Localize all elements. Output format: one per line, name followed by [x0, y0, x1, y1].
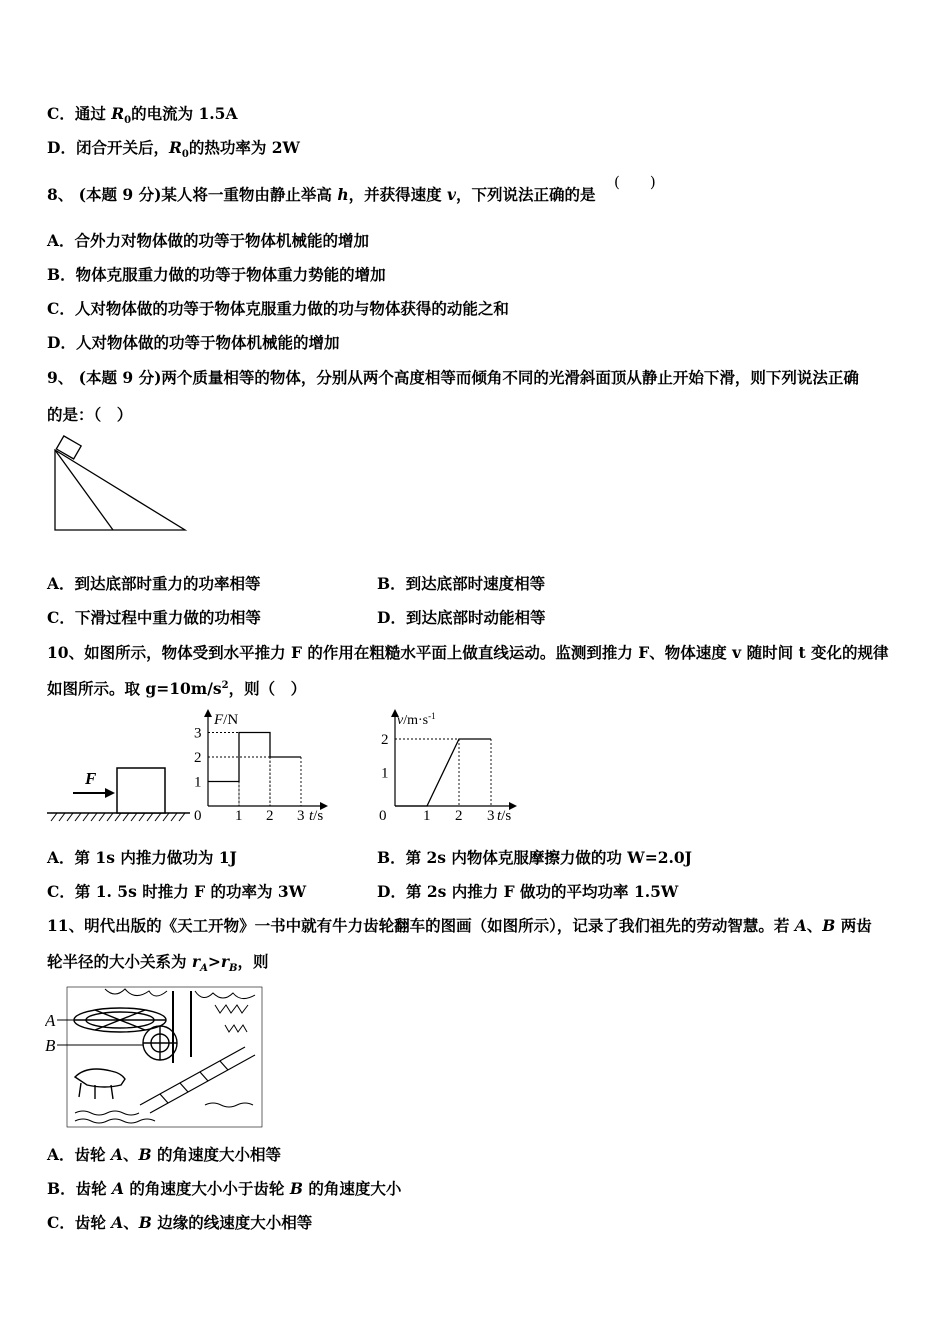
q9-option-b: B．到达底部时速度相等 [377, 574, 546, 593]
y-tick-label: 2 [381, 732, 389, 748]
q11-option-a: A．齿轮 A、B 的角速度大小相等 [47, 1145, 281, 1164]
q10-stem-line1: 10、如图所示，物体受到水平推力 F 的作用在粗糙水平面上做直线运动。监测到推力 F、物体速度 v 随时间 t 变化的规律 [47, 643, 889, 662]
gear-b-icon [143, 1026, 177, 1060]
x-tick-label: 3 [487, 808, 495, 823]
series-line [395, 739, 491, 806]
q10-option-b: B．第 2s 内物体克服摩擦力做的功 W=2.0J [377, 848, 692, 867]
q10-stem-line2: 如图所示。取 $g=10m/s^2$，则（ ） [47, 679, 307, 698]
q11-option-b: B．齿轮 A 的角速度大小小于齿轮 B 的角速度大小 [47, 1179, 402, 1198]
q7-option-c: C．通过 $R_0$的电流为 1.5A [47, 104, 238, 127]
q7-option-d: D．闭合开关后，$R_0$的热功率为 2W [47, 138, 300, 161]
guide-lines [208, 733, 301, 807]
y-tick-label: 2 [194, 750, 202, 766]
incline-triangles [55, 450, 185, 530]
q11-option-c: C．齿轮 A、B 边缘的线速度大小相等 [47, 1213, 313, 1232]
q9-option-a: A．到达底部时重力的功率相等 [47, 574, 261, 593]
gear-b-label: B [45, 1036, 56, 1055]
tick-labels [194, 726, 305, 824]
y-tick-label: 3 [194, 725, 202, 742]
q11-stem-line2: 轮半径的大小关系为 $r_A>r_B$，则 [47, 952, 269, 975]
force-label: F [85, 769, 97, 788]
tick-labels [381, 732, 495, 823]
gear-a-label: A [45, 1011, 56, 1030]
y-tick-label: 1 [194, 774, 202, 791]
y-axis-label: F/N [214, 712, 239, 728]
x-tick-label: 2 [455, 808, 463, 823]
q10-force-time-graph [188, 705, 338, 823]
y-axis-unit: /N [223, 712, 239, 728]
q9-incline-figure [45, 432, 195, 537]
q8-answer-paren: ( ) [614, 173, 656, 191]
origin-label: 0 [379, 808, 387, 823]
x-tick-label: 2 [266, 808, 274, 823]
velocity-curve [395, 739, 491, 806]
x-axis-label: t/s [497, 808, 512, 823]
q11-stem-line1: 11、明代出版的《天工开物》一书中就有牛力齿轮翻车的图画（如图所示），记录了我们祖先的劳动智慧。若 A、B 两齿 [47, 916, 872, 935]
q9-option-c: C．下滑过程中重力做的功相等 [47, 608, 261, 627]
y-axis-arrowhead [204, 709, 212, 717]
q10-block-figure [45, 755, 195, 825]
sliding-block [56, 436, 81, 459]
q8-option-a: A．合外力对物体做的功等于物体机械能的增加 [47, 231, 370, 250]
floor-hatching [51, 813, 185, 821]
q10-option-a: A．第 1s 内推力做功为 1J [47, 848, 237, 867]
illustration-frame [67, 987, 262, 1127]
q8-stem: 8、 (本题 9 分)某人将一重物由静止举高 h，并获得速度 v，下列说法正确的是 [47, 185, 596, 204]
force-arrowhead [105, 788, 115, 798]
q10-option-d: D．第 2s 内推力 F 做功的平均功率 1.5W [377, 882, 679, 901]
q9-option-d: D．到达底部时动能相等 [377, 608, 546, 627]
x-tick-label: 1 [423, 808, 431, 823]
q9-stem-line2: 的是：（ ） [47, 405, 133, 424]
q11-waterwheel-illustration [45, 985, 265, 1130]
x-tick-label: 3 [297, 808, 305, 823]
origin-label: 0 [194, 808, 202, 823]
block [117, 768, 165, 813]
q10-velocity-time-graph [375, 705, 535, 823]
q9-stem-line1: 9、 (本题 9 分)两个质量相等的物体，分别从两个高度相等而倾角不同的光滑斜面顶从静止开始下滑，则下列说法正确 [47, 368, 859, 387]
y-axis-label: $v/m\cdot s^{-1}$ [397, 711, 436, 728]
q10-option-c: C．第 1. 5s 时推力 F 的功率为 3W [47, 882, 307, 901]
x-tick-label: 1 [235, 808, 243, 823]
q8-option-c: C．人对物体做的功等于物体克服重力做的功与物体获得的动能之和 [47, 299, 509, 318]
q8-option-d: D．人对物体做的功等于物体机械能的增加 [47, 333, 340, 352]
y-tick-label: 1 [381, 765, 389, 782]
q8-option-b: B．物体克服重力做的功等于物体重力势能的增加 [47, 265, 386, 284]
x-axis-label: t/s [309, 808, 324, 823]
